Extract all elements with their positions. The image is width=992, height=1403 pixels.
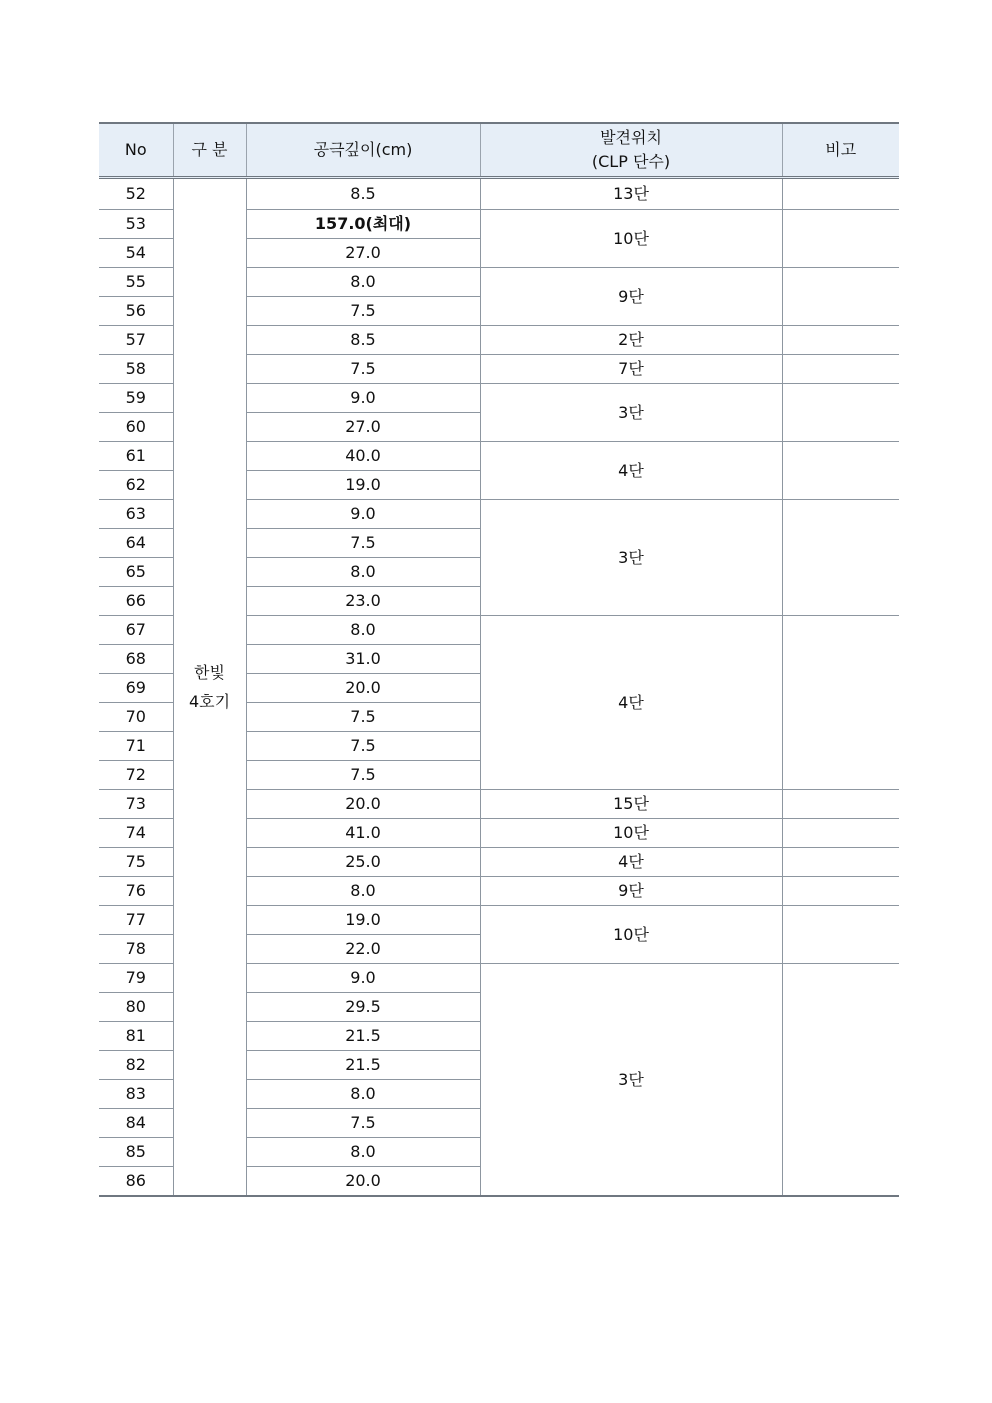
- position-cell: 4단: [480, 848, 782, 877]
- depth-cell: 25.0: [246, 848, 480, 877]
- row-no-cell: 57: [99, 326, 173, 355]
- row-no-cell: 74: [99, 819, 173, 848]
- row-no-cell: 82: [99, 1051, 173, 1080]
- depth-cell: 8.0: [246, 1080, 480, 1109]
- depth-cell: 7.5: [246, 761, 480, 790]
- row-no-cell: 62: [99, 471, 173, 500]
- header-position-line1: 발견위치: [600, 128, 662, 147]
- header-position: [480, 123, 782, 178]
- row-no-cell: 84: [99, 1109, 173, 1138]
- row-no-cell: 61: [99, 442, 173, 471]
- header-category: 구 분: [173, 123, 246, 178]
- note-cell: [782, 906, 899, 964]
- depth-cell: 7.5: [246, 1109, 480, 1138]
- row-no-cell: 65: [99, 558, 173, 587]
- note-cell: [782, 500, 899, 616]
- note-cell: [782, 355, 899, 384]
- depth-cell: 8.0: [246, 1138, 480, 1167]
- depth-cell: 8.5: [246, 178, 480, 210]
- depth-cell: 9.0: [246, 384, 480, 413]
- position-cell: 4단: [480, 616, 782, 790]
- table-header: [99, 123, 899, 178]
- position-cell: 10단: [480, 906, 782, 964]
- row-no-cell: 78: [99, 935, 173, 964]
- header-depth: 공극깊이(cm): [246, 123, 480, 178]
- note-cell: [782, 964, 899, 1197]
- position-cell: 7단: [480, 355, 782, 384]
- row-no-cell: 85: [99, 1138, 173, 1167]
- depth-cell: 8.0: [246, 268, 480, 297]
- depth-cell: 157.0(최대): [246, 210, 480, 239]
- note-cell: [782, 178, 899, 210]
- depth-cell: 8.0: [246, 558, 480, 587]
- note-cell: [782, 268, 899, 326]
- row-no-cell: 80: [99, 993, 173, 1022]
- note-cell: [782, 877, 899, 906]
- depth-cell: 7.5: [246, 529, 480, 558]
- table-body: [99, 178, 899, 1197]
- depth-cell: 8.0: [246, 616, 480, 645]
- depth-cell: 23.0: [246, 587, 480, 616]
- note-cell: [782, 848, 899, 877]
- table-row: [99, 178, 899, 210]
- row-no-cell: 52: [99, 178, 173, 210]
- depth-cell: 40.0: [246, 442, 480, 471]
- position-cell: 4단: [480, 442, 782, 500]
- position-cell: 3단: [480, 384, 782, 442]
- row-no-cell: 72: [99, 761, 173, 790]
- depth-cell: 19.0: [246, 471, 480, 500]
- row-no-cell: 66: [99, 587, 173, 616]
- depth-cell: 22.0: [246, 935, 480, 964]
- depth-cell: 19.0: [246, 906, 480, 935]
- position-cell: 10단: [480, 819, 782, 848]
- row-no-cell: 75: [99, 848, 173, 877]
- row-no-cell: 73: [99, 790, 173, 819]
- row-no-cell: 83: [99, 1080, 173, 1109]
- depth-cell: 21.5: [246, 1022, 480, 1051]
- row-no-cell: 56: [99, 297, 173, 326]
- position-cell: 3단: [480, 500, 782, 616]
- row-no-cell: 54: [99, 239, 173, 268]
- depth-cell: 27.0: [246, 413, 480, 442]
- note-cell: [782, 442, 899, 500]
- header-no: No: [99, 123, 173, 178]
- category-line2: 4호기: [188, 692, 231, 711]
- depth-cell: 7.5: [246, 355, 480, 384]
- position-cell: 9단: [480, 877, 782, 906]
- row-no-cell: 81: [99, 1022, 173, 1051]
- depth-cell: 20.0: [246, 790, 480, 819]
- header-position-line2: (CLP 단수): [591, 152, 671, 171]
- row-no-cell: 68: [99, 645, 173, 674]
- row-no-cell: 70: [99, 703, 173, 732]
- position-cell: 9단: [480, 268, 782, 326]
- row-no-cell: 67: [99, 616, 173, 645]
- note-cell: [782, 210, 899, 268]
- note-cell: [782, 790, 899, 819]
- depth-cell: 7.5: [246, 732, 480, 761]
- position-cell: 3단: [480, 964, 782, 1197]
- note-cell: [782, 819, 899, 848]
- depth-cell: 21.5: [246, 1051, 480, 1080]
- category-cell: [173, 178, 246, 1197]
- depth-cell: 7.5: [246, 703, 480, 732]
- depth-cell: 9.0: [246, 964, 480, 993]
- row-no-cell: 71: [99, 732, 173, 761]
- depth-cell: 9.0: [246, 500, 480, 529]
- row-no-cell: 77: [99, 906, 173, 935]
- row-no-cell: 55: [99, 268, 173, 297]
- position-cell: 13단: [480, 178, 782, 210]
- depth-cell: 41.0: [246, 819, 480, 848]
- void-depth-table-section: [99, 122, 899, 1197]
- position-cell: 15단: [480, 790, 782, 819]
- row-no-cell: 59: [99, 384, 173, 413]
- row-no-cell: 69: [99, 674, 173, 703]
- depth-cell: 20.0: [246, 1167, 480, 1197]
- row-no-cell: 63: [99, 500, 173, 529]
- depth-cell: 7.5: [246, 297, 480, 326]
- depth-cell: 29.5: [246, 993, 480, 1022]
- depth-cell: 8.0: [246, 877, 480, 906]
- row-no-cell: 64: [99, 529, 173, 558]
- depth-cell: 8.5: [246, 326, 480, 355]
- note-cell: [782, 384, 899, 442]
- category-line1: 한빛: [194, 663, 225, 682]
- row-no-cell: 76: [99, 877, 173, 906]
- note-cell: [782, 616, 899, 790]
- row-no-cell: 53: [99, 210, 173, 239]
- depth-cell: 31.0: [246, 645, 480, 674]
- row-no-cell: 79: [99, 964, 173, 993]
- depth-cell: 27.0: [246, 239, 480, 268]
- row-no-cell: 60: [99, 413, 173, 442]
- note-cell: [782, 326, 899, 355]
- header-note: 비고: [782, 123, 899, 178]
- void-depth-table: [99, 122, 899, 1197]
- row-no-cell: 58: [99, 355, 173, 384]
- depth-cell: 20.0: [246, 674, 480, 703]
- row-no-cell: 86: [99, 1167, 173, 1197]
- position-cell: 2단: [480, 326, 782, 355]
- position-cell: 10단: [480, 210, 782, 268]
